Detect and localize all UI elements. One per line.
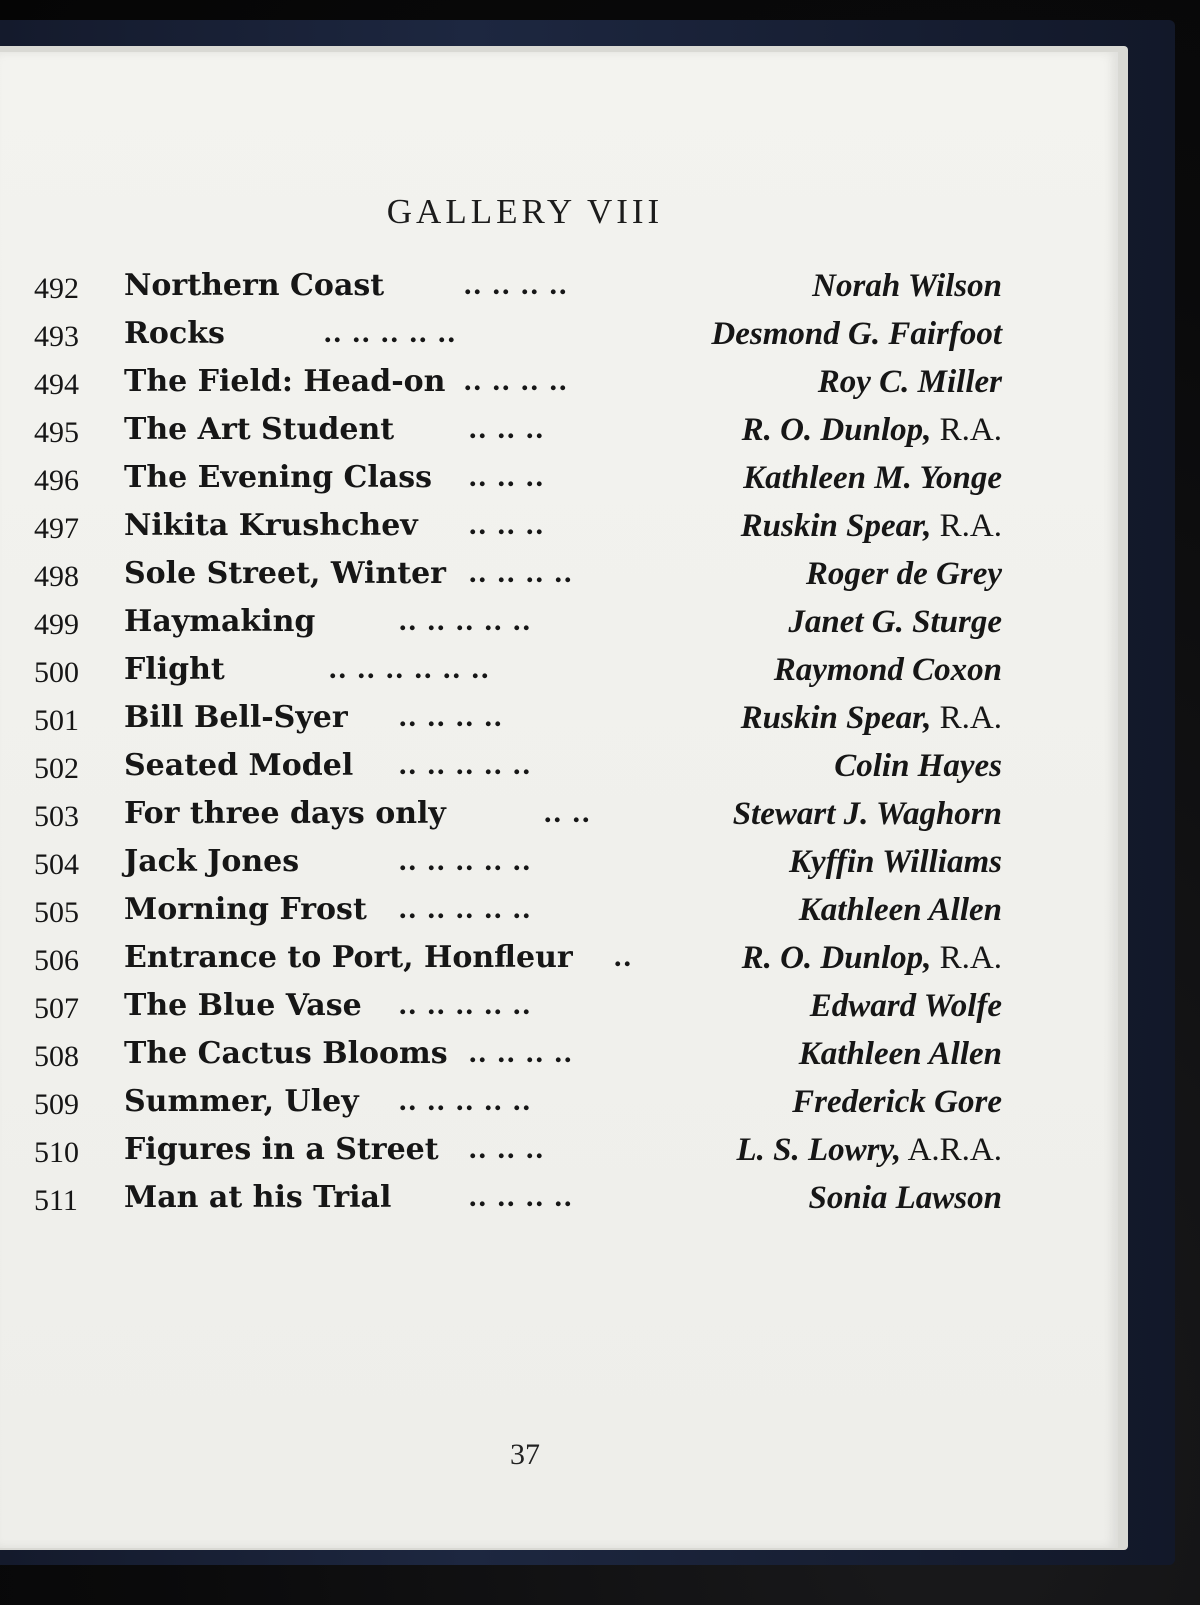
entry-number: 507 xyxy=(34,992,79,1025)
dot-leader: .. .. xyxy=(544,796,592,829)
catalogue-entry xyxy=(34,504,1002,552)
entry-artist xyxy=(789,844,1002,881)
entry-number: 497 xyxy=(34,512,79,545)
entry-number: 502 xyxy=(34,752,79,785)
catalogue-entry xyxy=(34,360,1002,408)
dot-leader: .. .. .. .. .. xyxy=(324,316,457,349)
catalogue-entry xyxy=(34,1128,1002,1176)
artist-name: Norah Wilson xyxy=(812,268,1002,304)
entry-artist xyxy=(834,748,1002,785)
artist-name: Roy C. Miller xyxy=(817,364,1002,400)
artist-honour: A.R.A. xyxy=(901,1132,1002,1168)
entry-title: Bill Bell-Syer xyxy=(124,700,348,735)
dot-leader: .. xyxy=(614,940,633,973)
entry-title: Figures in a Street xyxy=(124,1132,439,1167)
artist-name: Kyffin Williams xyxy=(788,844,1002,880)
artist-name: Desmond G. Fairfoot xyxy=(711,316,1002,352)
artist-honour: R.A. xyxy=(931,412,1002,448)
artist-honour: R.A. xyxy=(931,700,1002,736)
artist-name: L. S. Lowry, xyxy=(736,1132,902,1168)
artist-name: Ruskin Spear, xyxy=(740,700,932,736)
dot-leader: .. .. .. .. .. xyxy=(399,892,532,925)
entry-artist xyxy=(792,1084,1002,1121)
catalogue-entry xyxy=(34,840,1002,888)
dot-leader: .. .. .. xyxy=(469,508,545,541)
entry-number: 492 xyxy=(34,272,79,305)
dot-leader: .. .. .. .. xyxy=(469,1180,574,1213)
entry-artist xyxy=(733,796,1002,833)
entry-artist xyxy=(741,700,1002,737)
entry-title: Haymaking xyxy=(124,604,316,639)
entry-title: The Cactus Blooms xyxy=(124,1036,448,1071)
catalogue-entry xyxy=(34,744,1002,792)
entry-artist xyxy=(742,940,1002,977)
entry-artist xyxy=(810,988,1002,1025)
entry-title: Morning Frost xyxy=(124,892,367,927)
entry-title: The Art Student xyxy=(124,412,395,447)
artist-honour: R.A. xyxy=(931,508,1002,544)
page-number: 37 xyxy=(510,1438,540,1471)
entry-number: 499 xyxy=(34,608,79,641)
entry-number: 493 xyxy=(34,320,79,353)
catalogue-entry xyxy=(34,456,1002,504)
entry-title: Rocks xyxy=(124,316,225,351)
catalogue-entry xyxy=(34,696,1002,744)
entry-title: Seated Model xyxy=(124,748,354,783)
catalogue-entry xyxy=(34,600,1002,648)
entry-artist xyxy=(806,556,1002,593)
artist-name: Stewart J. Waghorn xyxy=(732,796,1002,832)
entry-artist xyxy=(774,652,1002,689)
entry-artist xyxy=(741,508,1002,545)
entry-number: 505 xyxy=(34,896,79,929)
entry-title: Northern Coast xyxy=(124,268,385,303)
entry-artist xyxy=(812,268,1002,305)
entry-title: Flight xyxy=(124,652,225,687)
dot-leader: .. .. .. .. .. xyxy=(399,604,532,637)
entry-title: Entrance to Port, Honfleur xyxy=(124,940,573,975)
dot-leader: .. .. .. .. .. xyxy=(399,844,532,877)
catalogue-entry xyxy=(34,408,1002,456)
entry-number: 494 xyxy=(34,368,79,401)
catalogue-entry xyxy=(34,312,1002,360)
entry-list xyxy=(34,264,1002,1224)
dot-leader: .. .. .. xyxy=(469,460,545,493)
artist-name: R. O. Dunlop, xyxy=(741,940,932,976)
entry-number: 496 xyxy=(34,464,79,497)
artist-name: Roger de Grey xyxy=(805,556,1002,592)
catalogue-entry xyxy=(34,984,1002,1032)
catalogue-entry xyxy=(34,552,1002,600)
artist-name: Kathleen Allen xyxy=(798,1036,1002,1072)
entry-number: 504 xyxy=(34,848,79,881)
artist-name: R. O. Dunlop, xyxy=(741,412,932,448)
entry-title: Nikita Krushchev xyxy=(124,508,418,543)
dot-leader: .. .. .. .. xyxy=(469,556,574,589)
entry-number: 511 xyxy=(34,1184,78,1217)
artist-name: Frederick Gore xyxy=(792,1084,1002,1120)
entry-artist xyxy=(809,1180,1003,1217)
entry-artist xyxy=(788,604,1002,641)
dot-leader: .. .. .. .. xyxy=(399,700,504,733)
entry-title: Jack Jones xyxy=(124,844,300,879)
dot-leader: .. .. .. .. .. xyxy=(399,748,532,781)
entry-artist xyxy=(711,316,1002,353)
entry-number: 506 xyxy=(34,944,79,977)
entry-number: 498 xyxy=(34,560,79,593)
entry-number: 500 xyxy=(34,656,79,689)
entry-title: For three days only xyxy=(124,796,446,831)
entry-number: 510 xyxy=(34,1136,79,1169)
catalogue-entry xyxy=(34,936,1002,984)
dot-leader: .. .. .. xyxy=(469,412,545,445)
entry-number: 508 xyxy=(34,1040,79,1073)
artist-name: Kathleen Allen xyxy=(798,892,1002,928)
catalogue-entry xyxy=(34,1032,1002,1080)
entry-number: 509 xyxy=(34,1088,79,1121)
dot-leader: .. .. .. .. .. xyxy=(399,988,532,1021)
dot-leader: .. .. .. .. xyxy=(464,364,569,397)
catalogue-entry xyxy=(34,264,1002,312)
entry-title: Sole Street, Winter xyxy=(124,556,446,591)
catalogue-entry xyxy=(34,888,1002,936)
artist-name: Ruskin Spear, xyxy=(740,508,932,544)
dot-leader: .. .. .. .. xyxy=(464,268,569,301)
entry-title: The Blue Vase xyxy=(124,988,362,1023)
dot-leader: .. .. .. .. .. .. xyxy=(329,652,491,685)
catalogue-entry xyxy=(34,648,1002,696)
artist-name: Colin Hayes xyxy=(834,748,1002,784)
catalogue-entry xyxy=(34,1080,1002,1128)
artist-name: Raymond Coxon xyxy=(773,652,1002,688)
entry-title: The Evening Class xyxy=(124,460,432,495)
entry-artist xyxy=(799,892,1002,929)
page-heading: GALLERY VIII xyxy=(386,192,664,231)
entry-artist xyxy=(736,1132,1002,1169)
artist-name: Janet G. Sturge xyxy=(788,604,1002,640)
artist-name: Kathleen M. Yonge xyxy=(743,460,1002,496)
dot-leader: .. .. .. .. .. xyxy=(399,1084,532,1117)
entry-artist xyxy=(742,412,1002,449)
entry-number: 501 xyxy=(34,704,79,737)
entry-artist xyxy=(799,1036,1002,1073)
artist-name: Sonia Lawson xyxy=(808,1180,1002,1216)
artist-name: Edward Wolfe xyxy=(809,988,1002,1024)
catalogue-page xyxy=(0,52,1118,1548)
catalogue-entry xyxy=(34,1176,1002,1224)
entry-title: Man at his Trial xyxy=(124,1180,392,1215)
entry-artist xyxy=(818,364,1002,401)
dot-leader: .. .. .. xyxy=(469,1132,545,1165)
catalogue-entry xyxy=(34,792,1002,840)
entry-number: 495 xyxy=(34,416,79,449)
entry-title: The Field: Head-on xyxy=(124,364,446,399)
entry-number: 503 xyxy=(34,800,79,833)
entry-artist xyxy=(743,460,1002,497)
artist-honour: R.A. xyxy=(931,940,1002,976)
dot-leader: .. .. .. .. xyxy=(469,1036,574,1069)
entry-title: Summer, Uley xyxy=(124,1084,359,1119)
